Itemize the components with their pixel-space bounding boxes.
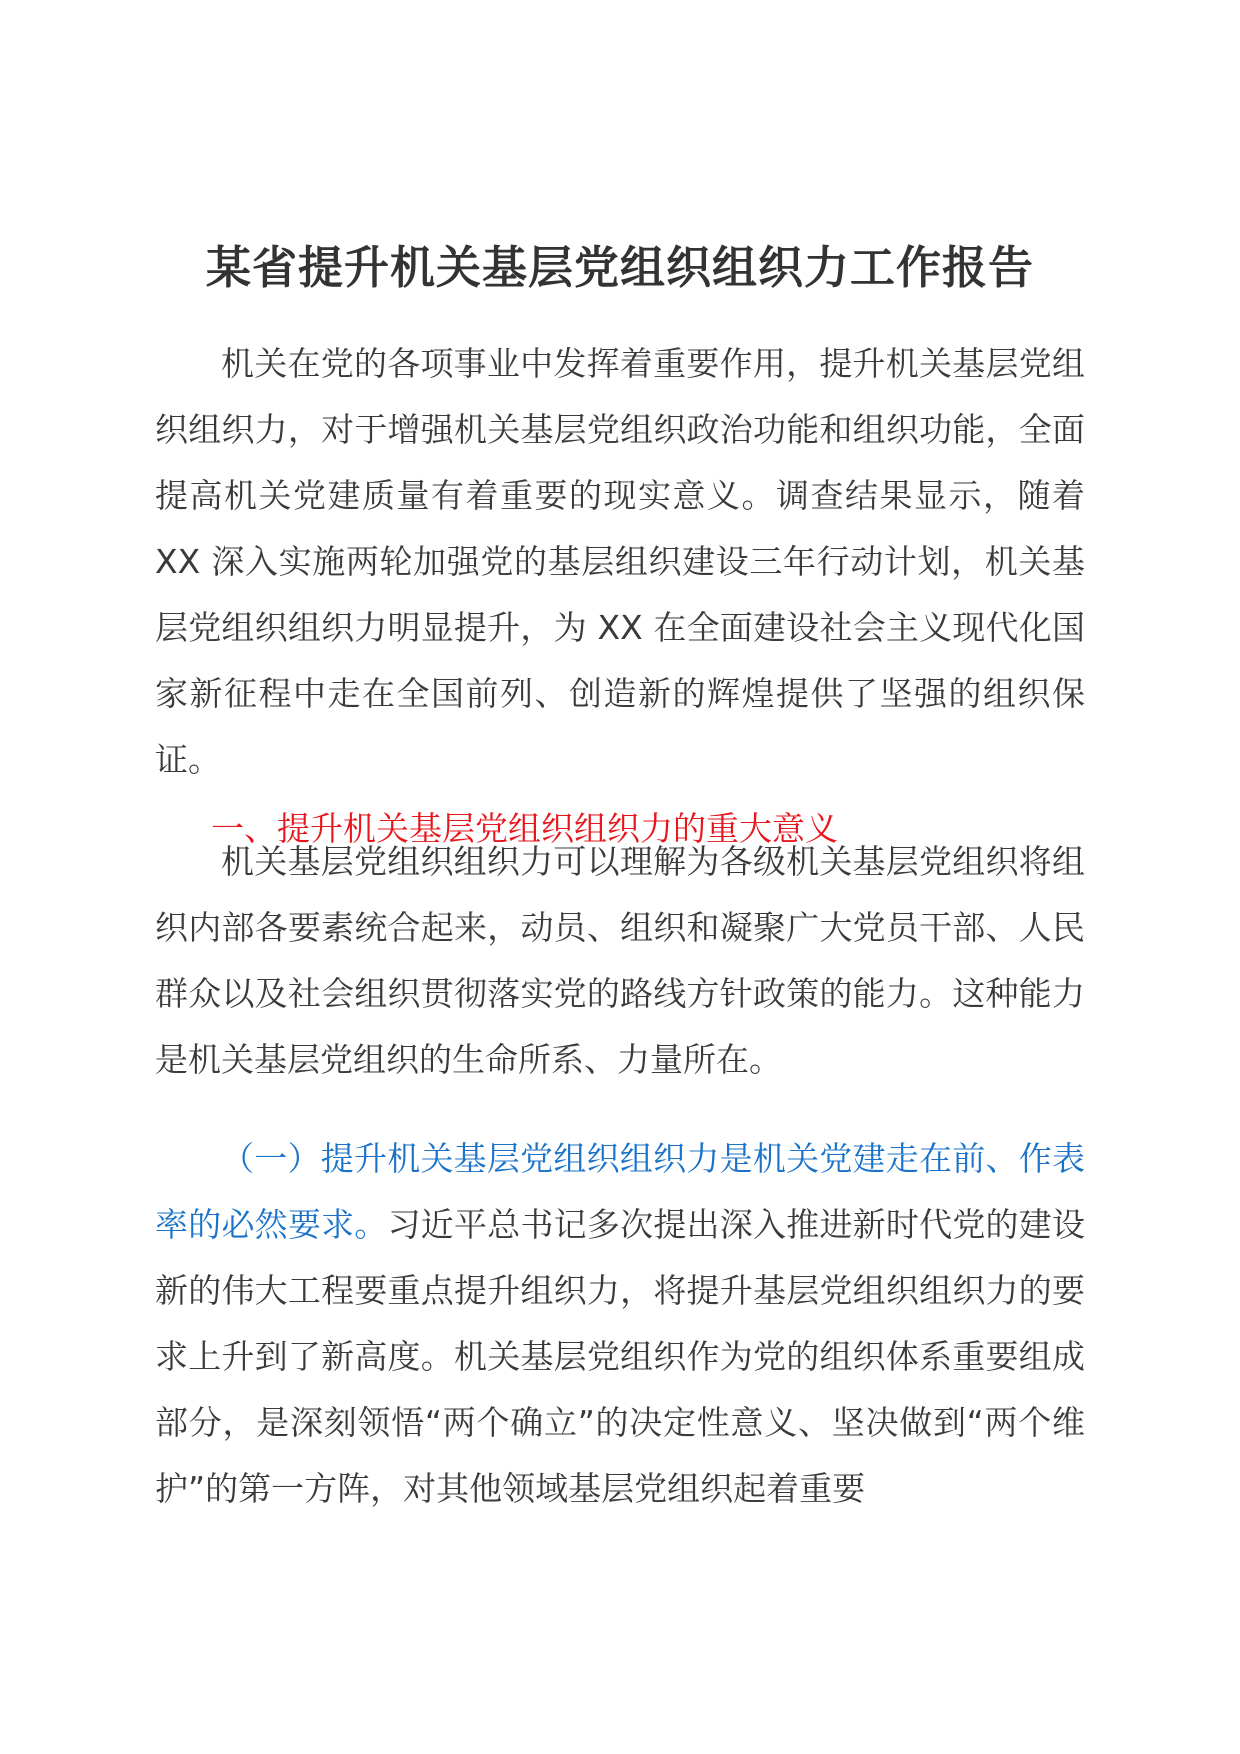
subsection-text: 习近平总书记多次提出深入推进新时代党的建设新的伟大工程要重点提升组织力，将提升基层党组织组织力的要求上升到了新高度。机关基层党组织作为党的组织体系重要组成部分，是深刻领悟“两个确立”的决定性意义、坚决做到“两个维护”的第一方阵，对其他领域基层党组织起着重要 xyxy=(155,1205,1086,1508)
document-title: 某省提升机关基层党组织组织力工作报告 xyxy=(205,241,1034,294)
subsection-paragraph xyxy=(155,1126,1085,1522)
section-heading: 一、提升机关基层党组织组织力的重大意义 xyxy=(211,809,838,848)
subsection-heading: （一）提升机关基层党组织组织力是机关党建走在前、作表率的必然要求。 xyxy=(155,1139,1085,1244)
intro-paragraph: 机关在党的各项事业中发挥着重要作用，提升机关基层党组织组织力，对于增强机关基层党组织政治功能和组织功能，全面提高机关党建质量有着重要的现实意义。调查结果显示，随着 XX 深入实施两轮加强党的基层组织建设三年行动计划，机关基层党组织组织力明显提升，为 XX 在全面建设社会主义现代化国家新征程中走在全国前列、创造新的辉煌提供了坚强的组织保证。 xyxy=(155,344,1085,779)
section-paragraph: 机关基层党组织组织力可以理解为各级机关基层党组织将组织内部各要素统合起来，动员、组织和凝聚广大党员干部、人民群众以及社会组织贯彻落实党的路线方针政策的能力。这种能力是机关基层党组织的生命所系、力量所在。 xyxy=(155,842,1085,1079)
